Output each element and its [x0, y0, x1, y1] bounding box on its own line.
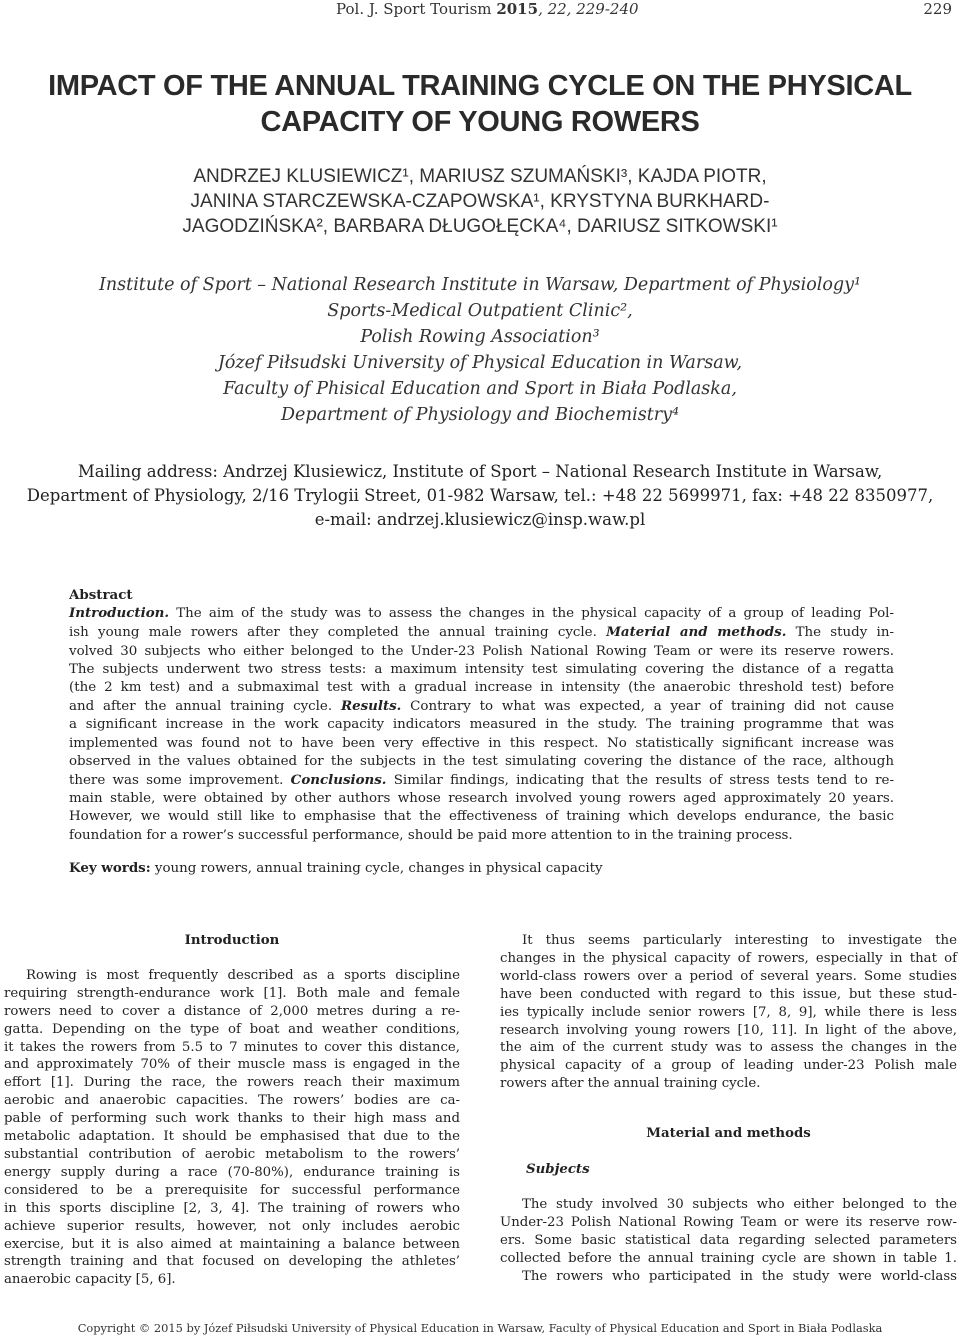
abstract-label-results: Results.: [340, 698, 402, 715]
body-line: aerobic and anaerobic capacities. The rowers’ bodies are ca-: [4, 1093, 460, 1109]
body-line: The rowers who participated in the study were world-class: [522, 1268, 957, 1284]
body-line: the aim of the current study was to assess the changes in the: [500, 1040, 957, 1056]
abstract-line: observed in the values obtained for the subjects in the test simulating covering the distance of the race, although: [69, 753, 894, 769]
body-line: metabolic adaptation. It should be emphasised that due to the: [4, 1129, 460, 1145]
section-heading-methods: Material and methods: [646, 1126, 811, 1142]
affiliation-line: Józef Piłsudski University of Physical Education in Warsaw,: [217, 353, 743, 373]
abstract-line: [69, 697, 894, 716]
section-heading-introduction: Introduction: [184, 933, 280, 948]
body-line: physical capacity of a group of leading under-23 Polish male: [500, 1058, 957, 1074]
mailing-line: Department of Physiology, 2/16 Trylogii Street, 01-982 Warsaw, tel.: +48 22 5699971, fax: +48 22 8350977,: [26, 486, 934, 505]
affiliation-line: Department of Physiology and Biochemistry⁴: [280, 405, 679, 425]
spacer: [500, 1093, 957, 1125]
mailing-line: e-mail: andrzej.klusiewicz@insp.waw.pl: [314, 510, 646, 529]
body-line: and approximately 70% of their muscle mass is engaged in the: [4, 1057, 460, 1073]
abstract-label-methods: Material and methods.: [606, 624, 787, 641]
abstract-line: [69, 623, 894, 642]
body-line: in this sports discipline [2, 3, 4]. The training of rowers who: [4, 1200, 460, 1216]
subheading-subjects: Subjects: [526, 1162, 590, 1178]
title-line: CAPACITY OF YOUNG ROWERS: [260, 106, 700, 138]
right-column: [500, 932, 957, 1286]
affiliation-line: Sports-Medical Outpatient Clinic²,: [327, 301, 633, 321]
keywords-text: young rowers, annual training cycle, changes in physical capacity: [150, 861, 603, 876]
abstract-text: there was some improvement.: [69, 773, 291, 789]
abstract-text: ish young male rowers after they completed the annual training cycle.: [69, 625, 607, 641]
spacer: [500, 1179, 957, 1196]
body-line: substantial contribution of aerobic metabolism to the rowers’: [4, 1146, 460, 1162]
body-line: energy supply during a race (70-80%), endurance training is: [4, 1164, 460, 1180]
body-line: ies typically include senior rowers [7, 8, 9], while there is less: [500, 1004, 957, 1020]
affiliations: [0, 272, 960, 428]
body-line: Under-23 Polish National Rowing Team or were its reserve row-: [500, 1214, 957, 1230]
abstract-line: (the 2 km test) and a submaximal test with a gradual increase in intensity (the anaerobic threshold test) before: [69, 680, 894, 696]
body-line: gatta. Depending on the type of boat and weather conditions,: [4, 1021, 460, 1037]
abstract-line: implemented was found not to have been very effective in this respect. No statistically significant increase was: [69, 735, 894, 751]
body-line: research involving young rowers [10, 11]. In light of the above,: [500, 1022, 957, 1038]
abstract-line: main stable, were obtained by other authors whose research involved young rowers aged approximately 20 years.: [69, 791, 894, 807]
abstract-line: However, we would still like to emphasise that the effectiveness of training which develops endurance, the basic: [69, 809, 894, 825]
authors-line: JANINA STARCZEWSKA-CZAPOWSKA¹, KRYSTYNA BURKHARD-: [190, 191, 770, 212]
body-line: rowers after the annual training cycle.: [500, 1076, 761, 1092]
affiliation-line: Institute of Sport – National Research Institute in Warsaw, Department of Physiology¹: [99, 275, 861, 295]
body-line: collected before the annual training cycle are shown in table 1.: [500, 1250, 957, 1266]
journal-name: Pol. J. Sport Tourism: [336, 0, 492, 18]
body-line: requiring strength-endurance work [1]. Both male and female: [4, 985, 460, 1001]
affiliation-line: Polish Rowing Association³: [360, 327, 600, 347]
abstract-text: The aim of the study was to assess the changes in the physical capacity of a group of leading Pol-: [169, 606, 894, 622]
title-line: IMPACT OF THE ANNUAL TRAINING CYCLE ON THE PHYSICAL: [48, 70, 912, 102]
abstract-line: The subjects underwent two stress tests: a maximum intensity test simulating covering the distance of a regatta: [69, 661, 894, 677]
body-line: changes in the physical capacity of rowers, especially in that of: [500, 950, 957, 966]
body-line: rowers need to cover a distance of 2,000 metres during a re-: [4, 1003, 460, 1019]
abstract-text: The study in-: [786, 625, 894, 641]
abstract-line: a significant increase in the work capacity indicators measured in the study. The training programme that was: [69, 717, 894, 733]
keywords-label: Key words:: [69, 860, 151, 876]
body-line: have been conducted with regard to this issue, but these stud-: [500, 986, 957, 1002]
body-line: achieve superior results, however, not only includes aerobic: [4, 1218, 460, 1234]
authors-line: JAGODZIŃSKA², BARBARA DŁUGOŁĘCKA⁴, DARIUSZ SITKOWSKI¹: [182, 216, 778, 237]
page-number: 229: [923, 0, 952, 18]
body-line: It thus seems particularly interesting to investigate the: [522, 933, 957, 948]
left-column: [4, 932, 460, 1289]
body-line: strength training and that focused on developing the athletes’: [4, 1254, 460, 1270]
abstract-heading: Abstract: [69, 587, 133, 603]
abstract-text: Contrary to what was expected, a year of training did not cause: [401, 699, 894, 715]
body-line: ers. Some basic statistical data regarding selected parameters: [500, 1232, 957, 1248]
body-line: world-class rowers over a period of several years. Some studies: [500, 968, 957, 984]
abstract-label-conclusions: Conclusions.: [290, 772, 387, 789]
body-line: The study involved 30 subjects who either belonged to the: [522, 1196, 957, 1212]
spacer: [500, 1143, 957, 1161]
abstract-line: volved 30 subjects who either belonged to the Under-23 Polish National Rowing Team or were its reserve rowers.: [69, 643, 894, 659]
mailing-address: [0, 460, 960, 532]
keywords: [69, 859, 603, 878]
abstract-text: and after the annual training cycle.: [69, 699, 341, 715]
paper-title: [0, 68, 960, 140]
author-list: [0, 164, 960, 239]
running-header: [336, 0, 639, 18]
abstract-line: [69, 604, 894, 623]
mailing-line: Mailing address: Andrzej Klusiewicz, Institute of Sport – National Research Institute in Warsaw,: [77, 462, 883, 481]
copyright-footer: Copyright © 2015 by Józef Piłsudski University of Physical Education in Warsaw, Faculty of Physical Education and Sport in Biała Podlaska: [77, 1321, 883, 1335]
journal-year: 2015: [496, 0, 539, 18]
body-line: it takes the rowers from 5.5 to 7 minutes to cover this distance,: [4, 1039, 460, 1055]
body-line: pable of performing such work thanks to their high mass and: [4, 1111, 460, 1127]
abstract-text: Similar findings, indicating that the results of stress tests tend to re-: [386, 773, 894, 789]
spacer: [4, 950, 460, 967]
body-line: exercise, but it is also aimed at maintaining a balance between: [4, 1236, 460, 1252]
body-line: considered to be a prerequisite for successful performance: [4, 1182, 460, 1198]
body-line: anaerobic capacity [5, 6].: [4, 1272, 176, 1288]
abstract-label-introduction: Introduction.: [69, 605, 170, 622]
affiliation-line: Faculty of Phisical Education and Sport in Biała Podlaska,: [223, 379, 737, 399]
body-line: Rowing is most frequently described as a sports discipline: [26, 967, 460, 983]
abstract: [69, 586, 894, 845]
journal-volume-pages: , 22, 229-240: [538, 0, 639, 18]
abstract-line: [69, 771, 894, 790]
authors-line: ANDRZEJ KLUSIEWICZ¹, MARIUSZ SZUMAŃSKI³, KAJDA PIOTR,: [193, 166, 767, 187]
body-line: effort [1]. During the race, the rowers reach their maximum: [4, 1075, 460, 1091]
abstract-line: foundation for a rower’s successful performance, should be paid more attention to in the training process.: [69, 827, 793, 843]
